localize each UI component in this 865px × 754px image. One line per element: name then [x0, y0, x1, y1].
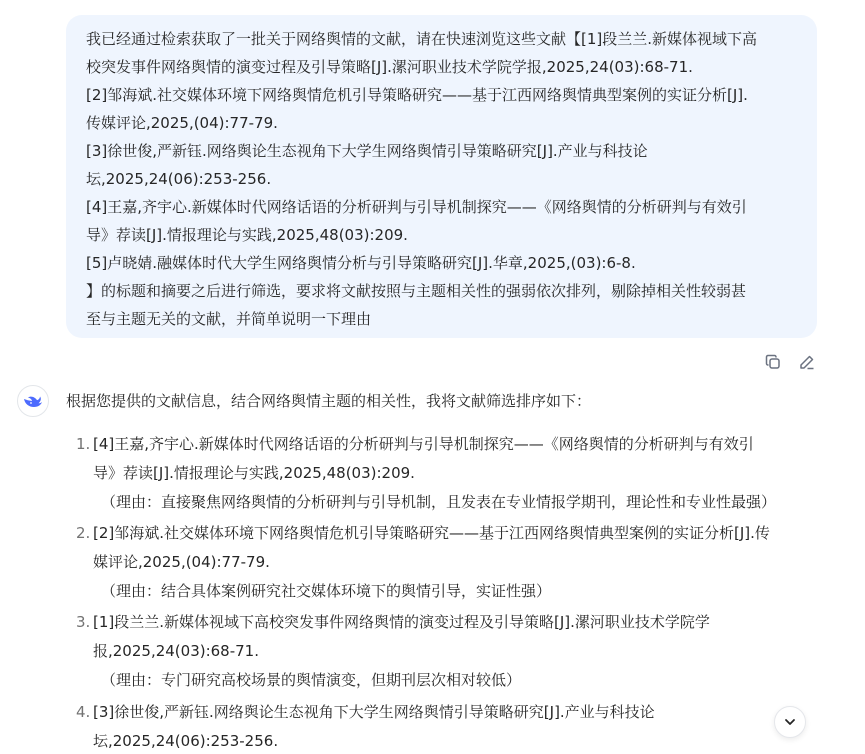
list-item-text — [93, 698, 655, 754]
list-item-reason: （理由：直接聚焦网络舆情的分析研判与引导机制，且发表在专业情报学期刊，理论性和专业性最强） — [101, 493, 777, 511]
user-message-line: 传媒评论,2025,(04):77-79. — [86, 114, 278, 132]
user-message-line: [4]王嘉,齐宇心.新媒体时代网络话语的分析研判与引导机制探究——《网络舆情的分析研判与有效引 — [86, 198, 747, 216]
list-item-line: [3]徐世俊,严新钰.网络舆论生态视角下大学生网络舆情引导策略研究[J].产业与科技论 — [93, 703, 655, 721]
list-item-line: 坛,2025,24(06):253-256. — [93, 732, 279, 750]
list-item-number: 2. — [76, 524, 91, 542]
user-message-line: 导》荐读[J].情报理论与实践,2025,48(03):209. — [86, 226, 408, 244]
list-item-text — [93, 519, 770, 577]
list-item-reason: （理由：结合具体案例研究社交媒体环境下的舆情引导，实证性强） — [101, 582, 552, 600]
list-item-number: 1. — [76, 435, 91, 453]
user-message-line: 坛,2025,24(06):253-256. — [86, 170, 272, 188]
copy-button[interactable] — [763, 352, 783, 372]
list-item-number: 4. — [76, 703, 91, 721]
user-message-line: 我已经通过检索获取了一批关于网络舆情的文献，请在快速浏览这些文献【[1]段兰兰.新媒体视域下高 — [86, 30, 758, 48]
whale-logo-icon — [22, 392, 44, 410]
chevron-down-icon — [782, 714, 798, 730]
user-message-line: 校突发事件网络舆情的演变过程及引导策略[J].漯河职业技术学院学报,2025,24(03):68-71. — [86, 58, 693, 76]
scroll-to-bottom-button[interactable] — [774, 706, 806, 738]
user-message-bubble — [66, 15, 817, 338]
message-actions — [763, 352, 817, 372]
user-message-line: 至与主题无关的文献，并简单说明一下理由 — [86, 310, 372, 328]
list-item-line: [1]段兰兰.新媒体视域下高校突发事件网络舆情的演变过程及引导策略[J].漯河职业技术学院学 — [93, 613, 710, 631]
user-message-line: 】的标题和摘要之后进行筛选，要求将文献按照与主题相关性的强弱依次排列，剔除掉相关性较弱甚 — [86, 282, 747, 300]
copy-icon — [764, 353, 782, 371]
user-message-line: [2]邹海斌.社交媒体环境下网络舆情危机引导策略研究——基于江西网络舆情典型案例的实证分析[J]. — [86, 86, 748, 104]
assistant-avatar — [17, 385, 49, 417]
user-message-line: [3]徐世俊,严新钰.网络舆论生态视角下大学生网络舆情引导策略研究[J].产业与科技论 — [86, 142, 648, 160]
user-message-line: [5]卢晓婧.融媒体时代大学生网络舆情分析与引导策略研究[J].华章,2025,(03):6-8. — [86, 254, 636, 272]
list-item-line: 导》荐读[J].情报理论与实践,2025,48(03):209. — [93, 464, 415, 482]
list-item-text — [93, 608, 710, 666]
list-item-text — [93, 430, 754, 488]
list-item-reason: （理由：专门研究高校场景的舆情演变，但期刊层次相对较低） — [101, 671, 522, 689]
list-item-line: [4]王嘉,齐宇心.新媒体时代网络话语的分析研判与引导机制探究——《网络舆情的分析研判与有效引 — [93, 435, 754, 453]
list-item-line: 媒评论,2025,(04):77-79. — [93, 553, 270, 571]
assistant-intro: 根据您提供的文献信息，结合网络舆情主题的相关性，我将文献筛选排序如下： — [66, 392, 592, 410]
list-item-line: [2]邹海斌.社交媒体环境下网络舆情危机引导策略研究——基于江西网络舆情典型案例的实证分析[J].传 — [93, 524, 770, 542]
edit-icon — [798, 353, 816, 371]
list-item-line: 报,2025,24(03):68-71. — [93, 642, 259, 660]
edit-button[interactable] — [797, 352, 817, 372]
list-item-number: 3. — [76, 613, 91, 631]
